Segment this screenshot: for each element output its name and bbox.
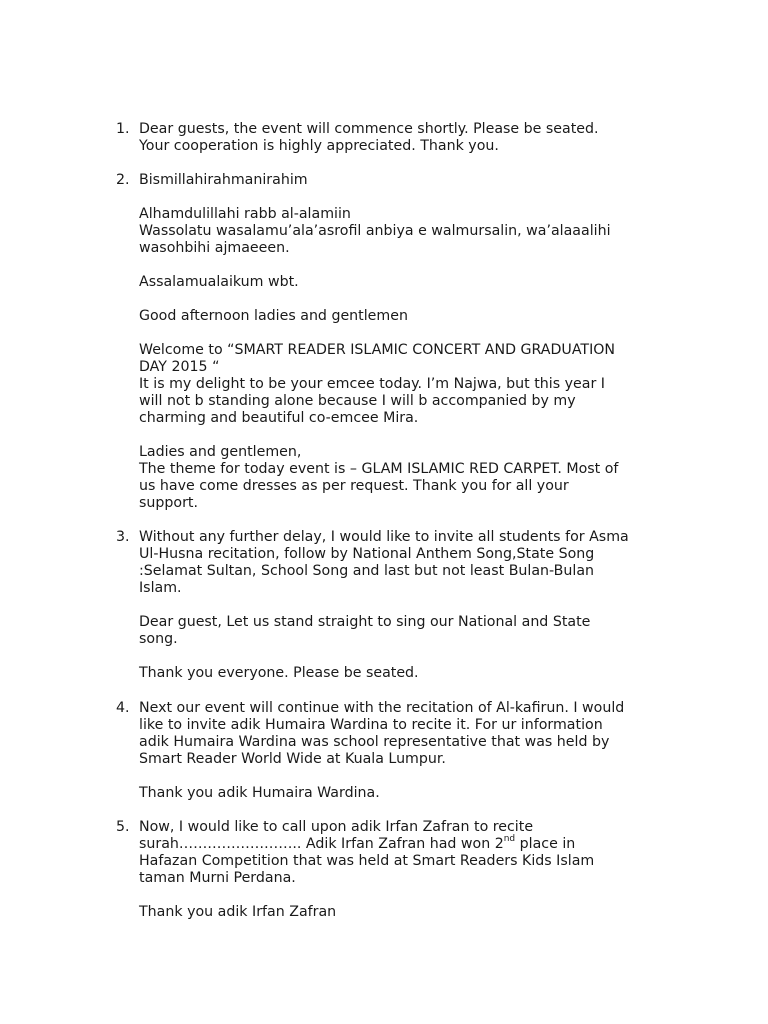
list-item-number: 5.: [116, 819, 130, 835]
list-item-number: 1.: [116, 121, 130, 137]
paragraph-line: Welcome to “SMART READER ISLAMIC CONCERT AND GRADUATION: [139, 342, 616, 358]
ordinal-superscript: nd: [503, 834, 516, 845]
paragraph-line: Good afternoon ladies and gentlemen: [139, 308, 408, 324]
paragraph-line: Next our event will continue with the recitation of Al-kafirun. I would: [139, 700, 625, 716]
list-item-number: 2.: [116, 172, 130, 188]
paragraph-line: Assalamualaikum wbt.: [139, 274, 299, 290]
paragraph-line: will not b standing alone because I will b accompanied by my: [139, 393, 576, 409]
paragraph-line: Bismillahirahmanirahim: [139, 172, 308, 188]
paragraph-text: place in: [519, 836, 576, 852]
list-item-number: 3.: [116, 529, 130, 545]
paragraph-line: Islam.: [139, 580, 182, 596]
paragraph-line: DAY 2015 “: [139, 359, 220, 375]
paragraph-line: song.: [139, 631, 178, 647]
paragraph-text: surah…………………….. Adik Irfan Zafran had won 2: [139, 836, 504, 852]
paragraph-line: :Selamat Sultan, School Song and last but not least Bulan-Bulan: [139, 563, 595, 579]
paragraph-line: Your cooperation is highly appreciated. Thank you.: [139, 138, 499, 154]
paragraph-line: Thank you adik Irfan Zafran: [139, 904, 337, 920]
paragraph-line-with-superscript: [139, 836, 575, 853]
paragraph-line: support.: [139, 495, 198, 511]
paragraph-line: us have come dresses as per request. Thank you for all your: [139, 478, 569, 494]
paragraph-line: Without any further delay, I would like to invite all students for Asma: [139, 529, 629, 545]
paragraph-line: Ul-Husna recitation, follow by National Anthem Song,State Song: [139, 546, 595, 562]
list-item-number: 4.: [116, 700, 130, 716]
paragraph-line: It is my delight to be your emcee today. I’m Najwa, but this year I: [139, 376, 605, 392]
paragraph-line: Dear guest, Let us stand straight to sing our National and State: [139, 614, 591, 630]
paragraph-line: taman Murni Perdana.: [139, 870, 296, 886]
paragraph-line: Hafazan Competition that was held at Smart Readers Kids Islam: [139, 853, 595, 869]
paragraph-line: charming and beautiful co-emcee Mira.: [139, 410, 419, 426]
paragraph-line: Alhamdulillahi rabb al-alamiin: [139, 206, 351, 222]
paragraph-line: The theme for today event is – GLAM ISLAMIC RED CARPET. Most of: [139, 461, 619, 477]
paragraph-line: wasohbihi ajmaeeen.: [139, 240, 290, 256]
paragraph-line: adik Humaira Wardina was school representative that was held by: [139, 734, 610, 750]
paragraph-line: Ladies and gentlemen,: [139, 444, 302, 460]
paragraph-line: like to invite adik Humaira Wardina to recite it. For ur information: [139, 717, 603, 733]
paragraph-line: Thank you adik Humaira Wardina.: [139, 785, 380, 801]
paragraph-line: Wassolatu wasalamu’ala’asrofil anbiya e walmursalin, wa’alaaalihi: [139, 223, 611, 239]
paragraph-line: Now, I would like to call upon adik Irfan Zafran to recite: [139, 819, 534, 835]
paragraph-line: Dear guests, the event will commence shortly. Please be seated.: [139, 121, 599, 137]
paragraph-line: Smart Reader World Wide at Kuala Lumpur.: [139, 751, 446, 767]
paragraph-line: Thank you everyone. Please be seated.: [139, 665, 419, 681]
